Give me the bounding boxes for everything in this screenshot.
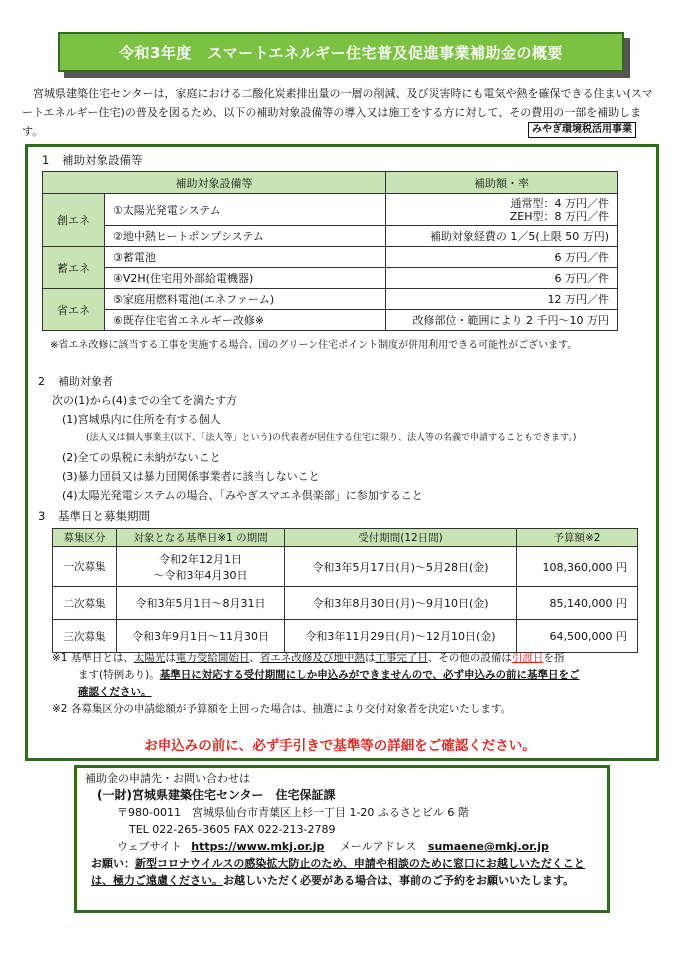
request-rest: お越しいただく必要がある場合は、事前のご予約をお願いいたします。 bbox=[223, 874, 575, 887]
section2-title bbox=[38, 372, 576, 391]
table-row bbox=[53, 547, 638, 587]
table-row bbox=[53, 587, 638, 620]
contact-org: (一財)宮城県建築住宅センター 住宅保証課 bbox=[97, 788, 336, 802]
email-label: メールアドレス bbox=[339, 840, 417, 853]
note-text: 工事完了日 bbox=[375, 652, 428, 664]
note-1-cont: 確認ください。 bbox=[78, 686, 152, 698]
period-line: 令和2年12月1日 bbox=[159, 552, 242, 566]
section2-lead: 次の(1)から(4)までの全てを満たす方 bbox=[52, 394, 238, 407]
note-text: 、その他の設備は bbox=[427, 652, 512, 664]
note-2: ※2 各募集区分の申請総額が予算額を上回った場合は、抽選により交付対象者を決定いたします。 bbox=[52, 703, 511, 715]
contact-box bbox=[74, 765, 610, 913]
note-text: を指 bbox=[543, 652, 565, 664]
note-text: ※1 基準日とは、 bbox=[52, 652, 134, 664]
budget-cell: 85,140,000 円 bbox=[517, 587, 638, 620]
contact-address: 〒980-0011 宮城県仙台市青葉区上杉一丁目 1-20 ふるさとビル 6 階 bbox=[117, 806, 469, 819]
table-row bbox=[43, 247, 618, 268]
section1-number: 1 bbox=[42, 153, 50, 167]
table-row bbox=[43, 289, 618, 310]
table-row bbox=[43, 226, 618, 247]
amount-cell: 6 万円／件 bbox=[386, 268, 618, 289]
note-text: 電力受給開始日 bbox=[175, 652, 250, 664]
budget-cell: 64,500,000 円 bbox=[517, 620, 638, 653]
amount-line: ZEH型：8 万円／件 bbox=[509, 209, 609, 223]
section1-note: ※省エネ改修に該当する工事を実施する場合、国のグリーン住宅ポイント制度が併用利用できる可能性がございます。 bbox=[50, 340, 578, 351]
table-row bbox=[43, 194, 618, 226]
period-line: ～令和3年4月30日 bbox=[153, 568, 248, 582]
accept-cell: 令和3年11月29日(月)～12月10日(金) bbox=[285, 620, 517, 653]
header-period: 対象となる基準日※1 の期間 bbox=[117, 529, 285, 547]
warning-text: お申込みの前に、必ず手引きで基準等の詳細をご確認ください。 bbox=[144, 738, 536, 754]
title-banner bbox=[58, 32, 624, 72]
period-cell: 令和3年9月1日～11月30日 bbox=[117, 620, 285, 653]
eligibility-item: (1)宮城県内に住所を有する個人 bbox=[62, 413, 221, 426]
section3-title bbox=[38, 508, 150, 524]
fund-tag: みやぎ環境税活用事業 bbox=[528, 122, 636, 138]
note-text: は bbox=[165, 652, 176, 664]
contact-web-row bbox=[85, 838, 605, 855]
period-cell bbox=[117, 547, 285, 587]
section3-number: 3 bbox=[38, 509, 46, 523]
request-prefix: お願い： bbox=[91, 857, 135, 870]
note-text: 引渡日 bbox=[511, 652, 544, 664]
period-cell: 令和3年5月1日～8月31日 bbox=[117, 587, 285, 620]
website-label: ウェブサイト bbox=[117, 840, 182, 853]
section1-title-text: 補助対象設備等 bbox=[62, 153, 143, 167]
intro-paragraph: 宮城県建築住宅センターは，家庭における二酸化炭素排出量の一層の削減、及び災害時にも電気や熱を確保できる住まい(スマートエネルギー住宅)の普及を図るため、以下の補助対象設備等の導入又は施工をする方に対して、その費用の一部を補助します。 bbox=[22, 87, 653, 138]
note-text: ます(特例あり)。 bbox=[78, 669, 160, 681]
equipment-item: ⑥既存住宅省エネルギー改修※ bbox=[105, 310, 386, 331]
contact-request bbox=[85, 855, 605, 889]
contact-inner bbox=[85, 770, 605, 889]
eligibility-item: (3)暴力団員又は暴力団関係事業者に該当しないこと bbox=[62, 470, 320, 483]
equipment-table bbox=[42, 171, 618, 331]
section3-title-text: 基準日と募集期間 bbox=[58, 509, 150, 523]
table-header-row bbox=[43, 172, 618, 194]
accept-cell: 令和3年8月30日(月)～9月10日(金) bbox=[285, 587, 517, 620]
category-store: 蓄エネ bbox=[43, 247, 105, 289]
request-underlined: 新型コロナウイルスの感染拡大防止のため、申請や相談のために窓口にお越しいただくことは、極力ご遠慮ください。 bbox=[91, 857, 585, 887]
section1-title bbox=[42, 152, 143, 168]
header-equipment: 補助対象設備等 bbox=[43, 172, 386, 194]
amount-cell: 12 万円／件 bbox=[386, 289, 618, 310]
note-1-cont bbox=[52, 667, 632, 684]
note-text: 基準日に対応する受付期間にしか申込みができませんので、必ず申込みの前に基準日をご bbox=[159, 669, 580, 681]
note-1 bbox=[52, 650, 632, 667]
category-save: 省エネ bbox=[43, 289, 105, 331]
section2-block bbox=[38, 372, 576, 505]
table-header-row bbox=[53, 529, 638, 547]
equipment-item: ②地中熱ヒートポンプシステム bbox=[105, 226, 386, 247]
note-text: 太陽光 bbox=[133, 652, 166, 664]
table-row bbox=[43, 310, 618, 331]
phase-cell: 一次募集 bbox=[53, 547, 117, 587]
equipment-item: ⑤家庭用燃料電池(エネファーム) bbox=[105, 289, 386, 310]
header-phase: 募集区分 bbox=[53, 529, 117, 547]
amount-cell: 6 万円／件 bbox=[386, 247, 618, 268]
note-text: 、 bbox=[249, 652, 260, 664]
website-link[interactable]: https://www.mkj.or.jp bbox=[191, 840, 325, 853]
amount-cell: 補助対象経費の 1／5(上限 50 万円) bbox=[386, 226, 618, 247]
table-row bbox=[53, 620, 638, 653]
header-budget: 予算額※2 bbox=[517, 529, 638, 547]
phase-cell: 二次募集 bbox=[53, 587, 117, 620]
schedule-table bbox=[52, 528, 638, 653]
header-amount: 補助額・率 bbox=[386, 172, 618, 194]
amount-line: 通常型：4 万円／件 bbox=[510, 196, 609, 210]
contact-heading: 補助金の申請先・お問い合わせは bbox=[85, 772, 250, 785]
section2-title-text: 補助対象者 bbox=[58, 375, 113, 388]
budget-cell: 108,360,000 円 bbox=[517, 547, 638, 587]
amount-cell bbox=[386, 194, 618, 226]
accept-cell: 令和3年5月17日(月)～5月28日(金) bbox=[285, 547, 517, 587]
section3-notes bbox=[52, 650, 632, 718]
table-row bbox=[43, 268, 618, 289]
category-create: 創エネ bbox=[43, 194, 105, 247]
note-text: 省エネ改修及び地中熱 bbox=[259, 652, 365, 664]
amount-cell: 改修部位・範囲により 2 千円～10 万円 bbox=[386, 310, 618, 331]
email-link[interactable]: sumaene@mkj.or.jp bbox=[427, 840, 549, 853]
phase-cell: 三次募集 bbox=[53, 620, 117, 653]
eligibility-item: (4)太陽光発電システムの場合、「みやぎスマエネ倶楽部」に参加すること bbox=[62, 489, 423, 502]
eligibility-item: (2)全ての県税に未納がないこと bbox=[62, 451, 221, 464]
section2-number: 2 bbox=[38, 375, 45, 388]
header-accept: 受付期間(12日間) bbox=[285, 529, 517, 547]
page-title: 令和3年度 スマートエネルギー住宅普及促進事業補助金の概要 bbox=[58, 32, 624, 72]
equipment-item: ①太陽光発電システム bbox=[105, 194, 386, 226]
contact-phone: TEL 022-265-3605 FAX 022-213-2789 bbox=[129, 823, 336, 836]
note-text: は bbox=[364, 652, 376, 664]
equipment-item: ③蓄電池 bbox=[105, 247, 386, 268]
equipment-item: ④V2H(住宅用外部給電機器) bbox=[105, 268, 386, 289]
eligibility-subnote: (法人又は個人事業主(以下、「法人等」という)の代表者が居住する住宅に限り、法人等の名義で申請することもできます。) bbox=[86, 433, 577, 443]
